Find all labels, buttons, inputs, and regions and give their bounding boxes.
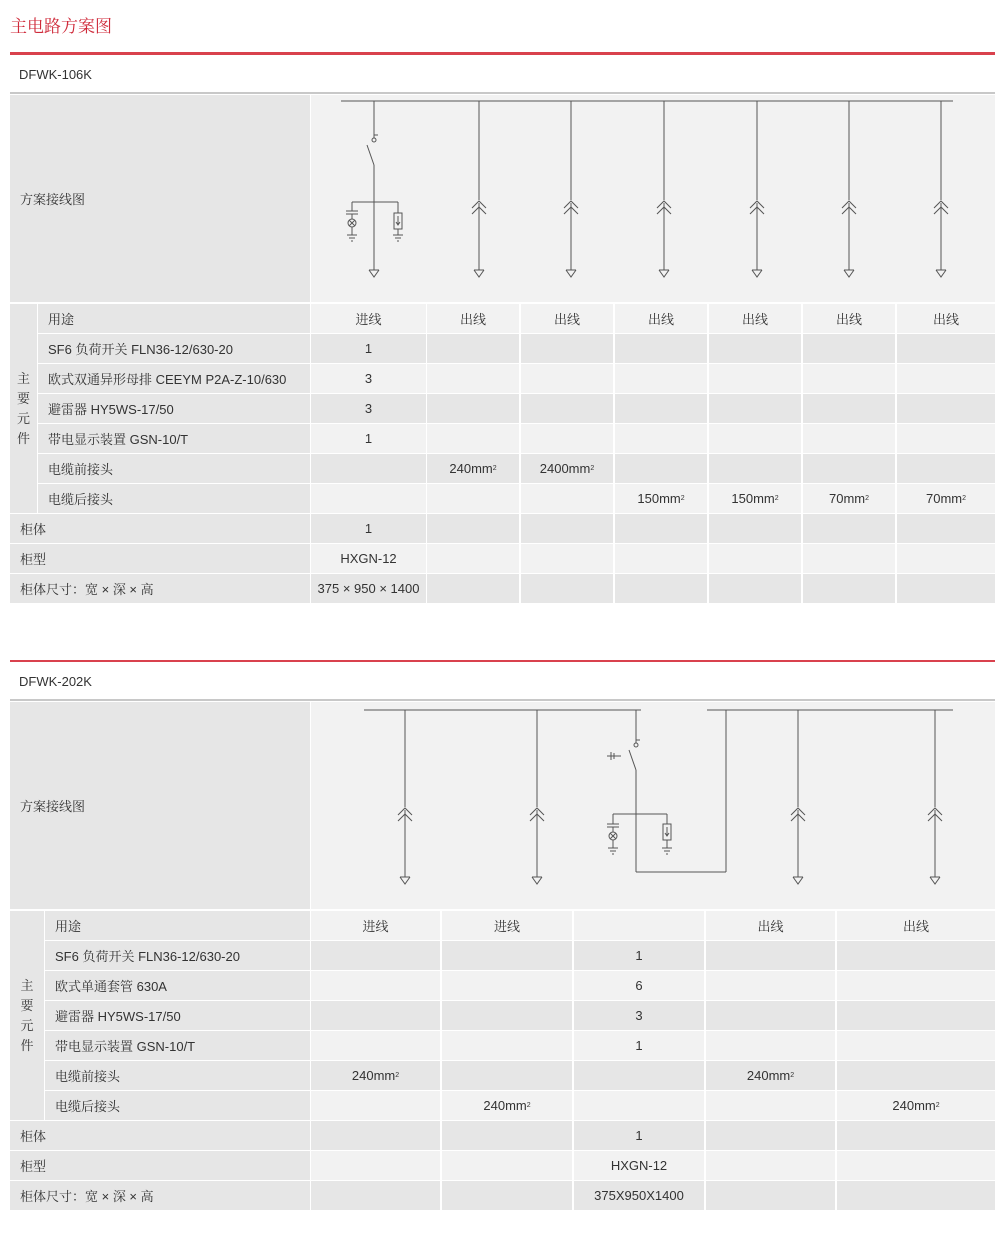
cabinet-value: 375X950X1400	[594, 1188, 684, 1203]
cable-size-unit-sup: 2	[962, 495, 967, 502]
table-cell	[615, 304, 707, 333]
table-cell	[803, 364, 895, 393]
table-cell	[311, 424, 426, 453]
table-cell	[615, 454, 707, 483]
row-label: 欧式单通套管 630A	[55, 979, 167, 994]
table-cell	[897, 394, 995, 423]
main-components-side-label	[10, 304, 37, 513]
table-cell	[837, 1121, 995, 1150]
table-cell	[706, 911, 835, 940]
row-label: 电缆后接头	[48, 492, 114, 507]
table-cell	[897, 304, 995, 333]
table-cell	[311, 1151, 440, 1180]
component-qty: 3	[635, 1008, 643, 1023]
table-cell	[311, 454, 426, 483]
cable-size-unit-sup: 2	[935, 1102, 940, 1109]
load-switch-icon	[372, 138, 376, 142]
table-cell	[803, 484, 895, 513]
table-cell	[803, 514, 895, 543]
row-label: 带电显示装置 GSN-10/T	[55, 1039, 196, 1054]
cable-size-unit-sup: 2	[865, 495, 870, 502]
table-cell	[427, 424, 519, 453]
table-cell	[574, 1061, 704, 1090]
table-cell	[706, 1031, 835, 1060]
row-label-cell	[10, 1151, 310, 1180]
row-label: SF6 负荷开关 FLN36-12/630-20	[55, 949, 240, 964]
table-cell	[615, 334, 707, 363]
cable-size-unit: mm	[373, 1068, 396, 1083]
table-cell	[615, 484, 707, 513]
main-components-char: 件	[16, 430, 30, 446]
table-cell	[521, 334, 613, 363]
table-cell	[427, 364, 519, 393]
cable-size-unit: mm	[768, 1068, 791, 1083]
usage-value: 进线	[355, 312, 382, 327]
cable-size-unit-sup: 2	[590, 465, 595, 472]
row-label: 柜体尺寸：宽 × 深 × 高	[20, 582, 154, 597]
table-cell	[709, 364, 801, 393]
cable-size-unit-sup: 2	[774, 495, 779, 502]
table-cell	[837, 1181, 995, 1210]
cable-terminal-arrow-icon	[400, 877, 410, 884]
table-cell	[897, 484, 995, 513]
diagram-label: 方案接线图	[20, 192, 86, 207]
table-cell	[709, 394, 801, 423]
table-cell	[521, 454, 613, 483]
component-qty: 3	[364, 371, 373, 386]
table-cell	[706, 971, 835, 1000]
load-switch-icon	[629, 750, 636, 770]
table-cell	[442, 1061, 572, 1090]
row-label: 柜体尺寸：宽 × 深 × 高	[20, 1189, 154, 1204]
main-components-char: 要	[20, 997, 34, 1013]
table-cell	[615, 514, 707, 543]
table-cell	[574, 1001, 704, 1030]
table-cell	[521, 514, 613, 543]
table-cell	[521, 364, 613, 393]
cable-size-value: 240	[483, 1098, 506, 1113]
component-qty: 3	[364, 401, 373, 416]
table-cell	[311, 911, 440, 940]
wiring-diagram-106k	[311, 95, 995, 302]
cable-size-value: 240	[892, 1098, 915, 1113]
table-cell	[427, 304, 519, 333]
scheme-model: DFWK-202K	[19, 674, 92, 689]
table-cell	[311, 1181, 440, 1210]
diagram-label: 方案接线图	[20, 799, 86, 814]
table-cell	[521, 544, 613, 573]
load-switch-icon	[634, 743, 638, 747]
row-label-cell	[38, 394, 310, 423]
cable-terminal-arrow-icon	[566, 270, 576, 277]
cable-terminal-arrow-icon	[474, 270, 484, 277]
table-cell	[837, 941, 995, 970]
table-cell	[897, 334, 995, 363]
scheme-top-rule	[10, 53, 995, 54]
table-cell	[574, 1181, 704, 1210]
usage-value: 出线	[459, 312, 486, 327]
table-cell	[706, 941, 835, 970]
cable-size-unit: mm	[659, 491, 681, 506]
table-cell	[311, 1031, 440, 1060]
main-components-char: 件	[20, 1037, 34, 1053]
cabinet-value: HXGN-12	[340, 551, 397, 566]
table-cell	[803, 454, 895, 483]
table-cell	[442, 911, 572, 940]
row-label: 电缆后接头	[55, 1099, 121, 1114]
table-cell	[442, 1121, 572, 1150]
table-cell	[837, 1091, 995, 1120]
table-cell	[706, 1151, 835, 1180]
table-cell	[311, 394, 426, 423]
table-cell	[311, 544, 426, 573]
usage-value: 出线	[902, 919, 929, 934]
row-label: 避雷器 HY5WS-17/50	[55, 1009, 181, 1024]
row-label: 带电显示装置 GSN-10/T	[48, 432, 189, 447]
table-cell	[311, 574, 426, 603]
table-cell	[837, 1151, 995, 1180]
cable-terminal-arrow-icon	[752, 270, 762, 277]
table-cell	[709, 514, 801, 543]
scheme-header-rule	[10, 92, 995, 94]
main-components-char: 元	[20, 1017, 34, 1033]
table-cell	[837, 971, 995, 1000]
row-label: 电缆前接头	[48, 462, 114, 477]
load-switch-icon	[367, 145, 374, 165]
cable-terminal-arrow-icon	[936, 270, 946, 277]
table-cell	[311, 514, 426, 543]
cable-terminal-arrow-icon	[369, 270, 379, 277]
cabinet-value: 1	[364, 521, 373, 536]
row-label-cell	[38, 424, 310, 453]
table-cell	[442, 1031, 572, 1060]
table-cell	[427, 454, 519, 483]
table-cell	[803, 544, 895, 573]
usage-value: 出线	[835, 312, 862, 327]
row-label: 用途	[55, 919, 82, 934]
row-label: 用途	[48, 312, 75, 327]
table-cell	[837, 1061, 995, 1090]
table-cell	[709, 544, 801, 573]
row-label-cell	[45, 971, 310, 1000]
table-cell	[311, 1001, 440, 1030]
row-label-cell	[45, 1061, 310, 1090]
cable-size-unit: mm	[568, 461, 591, 476]
table-cell	[803, 574, 895, 603]
row-label-cell	[38, 454, 310, 483]
usage-value: 进线	[362, 919, 389, 934]
cabinet-value: HXGN-12	[610, 1158, 668, 1173]
component-qty: 1	[635, 1038, 643, 1053]
main-components-char: 主	[16, 370, 30, 386]
table-cell	[311, 304, 426, 333]
table-cell	[442, 1001, 572, 1030]
table-cell	[442, 1151, 572, 1180]
table-cell	[709, 574, 801, 603]
cable-size-value: 70	[925, 491, 941, 506]
cable-size-unit-sup: 2	[526, 1102, 531, 1109]
table-cell	[521, 484, 613, 513]
table-cell	[615, 364, 707, 393]
cable-size-unit-sup: 2	[492, 465, 497, 472]
table-cell	[311, 1091, 440, 1120]
row-label: 电缆前接头	[55, 1069, 121, 1084]
cable-size-unit: mm	[843, 491, 866, 506]
row-label-cell	[45, 911, 310, 940]
table-cell	[709, 424, 801, 453]
row-label-cell	[38, 334, 310, 363]
cable-terminal-arrow-icon	[659, 270, 669, 277]
main-components-side-label	[10, 911, 44, 1120]
table-cell	[442, 1181, 572, 1210]
table-cell	[521, 574, 613, 603]
table-cell	[521, 424, 613, 453]
row-label-cell	[38, 364, 310, 393]
table-cell	[706, 1121, 835, 1150]
table-cell	[897, 424, 995, 453]
row-label: 欧式双通异形母排 CEEYM P2A-Z-10/630	[48, 372, 287, 387]
table-cell	[615, 424, 707, 453]
table-cell	[615, 394, 707, 423]
cable-size-value: 240	[449, 461, 472, 476]
table-cell	[427, 574, 519, 603]
table-cell	[706, 1001, 835, 1030]
table-cell	[311, 971, 440, 1000]
row-label-cell	[38, 304, 310, 333]
scheme-top-rule	[10, 660, 995, 661]
cable-size-value: 2400	[539, 461, 569, 476]
table-cell	[574, 1151, 704, 1180]
usage-value: 进线	[493, 919, 520, 934]
row-label-cell	[10, 514, 310, 543]
table-cell	[803, 394, 895, 423]
table-cell	[706, 1091, 835, 1120]
component-qty: 1	[364, 431, 373, 446]
wiring-diagram-202k	[311, 702, 995, 909]
table-cell	[709, 454, 801, 483]
component-qty: 1	[364, 341, 373, 356]
table-cell	[574, 941, 704, 970]
row-label-cell	[38, 484, 310, 513]
row-label: SF6 负荷开关 FLN36-12/630-20	[48, 342, 233, 357]
table-cell	[574, 1121, 704, 1150]
table-cell	[897, 454, 995, 483]
table-cell	[897, 544, 995, 573]
cable-terminal-arrow-icon	[844, 270, 854, 277]
cable-size-value: 240	[746, 1068, 769, 1083]
table-cell	[311, 334, 426, 363]
row-label-cell	[10, 544, 310, 573]
main-components-char: 元	[16, 410, 30, 426]
table-cell	[427, 484, 519, 513]
table-cell	[311, 1061, 440, 1090]
row-label: 柜体	[20, 522, 47, 537]
cable-size-unit: mm	[753, 491, 775, 506]
table-cell	[803, 304, 895, 333]
table-cell	[837, 1001, 995, 1030]
table-cell	[311, 1121, 440, 1150]
cable-size-unit: mm	[940, 491, 963, 506]
table-cell	[709, 304, 801, 333]
cable-size-value: 240	[351, 1068, 374, 1083]
row-label: 柜型	[20, 552, 47, 567]
table-cell	[442, 1091, 572, 1120]
table-cell	[897, 514, 995, 543]
cable-size-value: 150	[637, 491, 660, 506]
row-label: 柜型	[20, 1159, 47, 1174]
table-cell	[311, 484, 426, 513]
table-cell	[427, 334, 519, 363]
cabinet-value: 375 × 950 × 1400	[317, 581, 420, 596]
table-cell	[574, 1091, 704, 1120]
table-cell	[427, 544, 519, 573]
cable-size-value: 150	[731, 491, 754, 506]
diagram-label-cell	[10, 702, 310, 909]
row-label: 避雷器 HY5WS-17/50	[48, 402, 174, 417]
cable-size-unit-sup: 2	[680, 495, 685, 502]
scheme-header-rule	[10, 699, 995, 701]
table-cell	[427, 514, 519, 543]
table-cell	[574, 971, 704, 1000]
cabinet-value: 1	[635, 1128, 643, 1143]
cable-size-unit-sup: 2	[790, 1072, 795, 1079]
row-label-cell	[45, 941, 310, 970]
table-cell	[615, 544, 707, 573]
usage-value: 出线	[553, 312, 580, 327]
table-cell	[706, 1061, 835, 1090]
table-cell	[709, 484, 801, 513]
component-qty: 6	[635, 978, 643, 993]
row-label-cell	[45, 1091, 310, 1120]
row-label-cell	[45, 1031, 310, 1060]
table-cell	[574, 911, 704, 940]
table-cell	[803, 334, 895, 363]
table-cell	[427, 394, 519, 423]
cable-size-value: 70	[828, 491, 844, 506]
main-components-char: 要	[16, 390, 30, 406]
table-cell	[837, 1031, 995, 1060]
cable-terminal-arrow-icon	[532, 877, 542, 884]
table-cell	[897, 574, 995, 603]
page-title: 主电路方案图	[10, 17, 112, 37]
row-label-cell	[10, 1181, 310, 1210]
row-label: 柜体	[20, 1129, 47, 1144]
table-cell	[442, 941, 572, 970]
table-cell	[803, 424, 895, 453]
table-cell	[837, 911, 995, 940]
cable-terminal-arrow-icon	[930, 877, 940, 884]
usage-value: 出线	[741, 312, 768, 327]
table-cell	[442, 971, 572, 1000]
table-cell	[706, 1181, 835, 1210]
cable-size-unit: mm	[914, 1098, 936, 1113]
cable-size-unit-sup: 2	[395, 1072, 400, 1079]
cable-size-unit: mm	[505, 1098, 527, 1113]
row-label-cell	[10, 574, 310, 603]
diagram-label-cell	[10, 95, 310, 302]
component-qty: 1	[635, 948, 643, 963]
table-cell	[311, 941, 440, 970]
main-components-char: 主	[20, 977, 34, 993]
table-cell	[311, 364, 426, 393]
cable-terminal-arrow-icon	[793, 877, 803, 884]
table-cell	[897, 364, 995, 393]
row-label-cell	[45, 1001, 310, 1030]
usage-value: 出线	[647, 312, 674, 327]
row-label-cell	[10, 1121, 310, 1150]
usage-value: 出线	[757, 919, 784, 934]
table-cell	[709, 334, 801, 363]
table-cell	[574, 1031, 704, 1060]
table-cell	[521, 394, 613, 423]
usage-value: 出线	[932, 312, 959, 327]
table-cell	[521, 304, 613, 333]
scheme-model: DFWK-106K	[19, 67, 92, 82]
table-cell	[615, 574, 707, 603]
cable-size-unit: mm	[471, 461, 493, 476]
